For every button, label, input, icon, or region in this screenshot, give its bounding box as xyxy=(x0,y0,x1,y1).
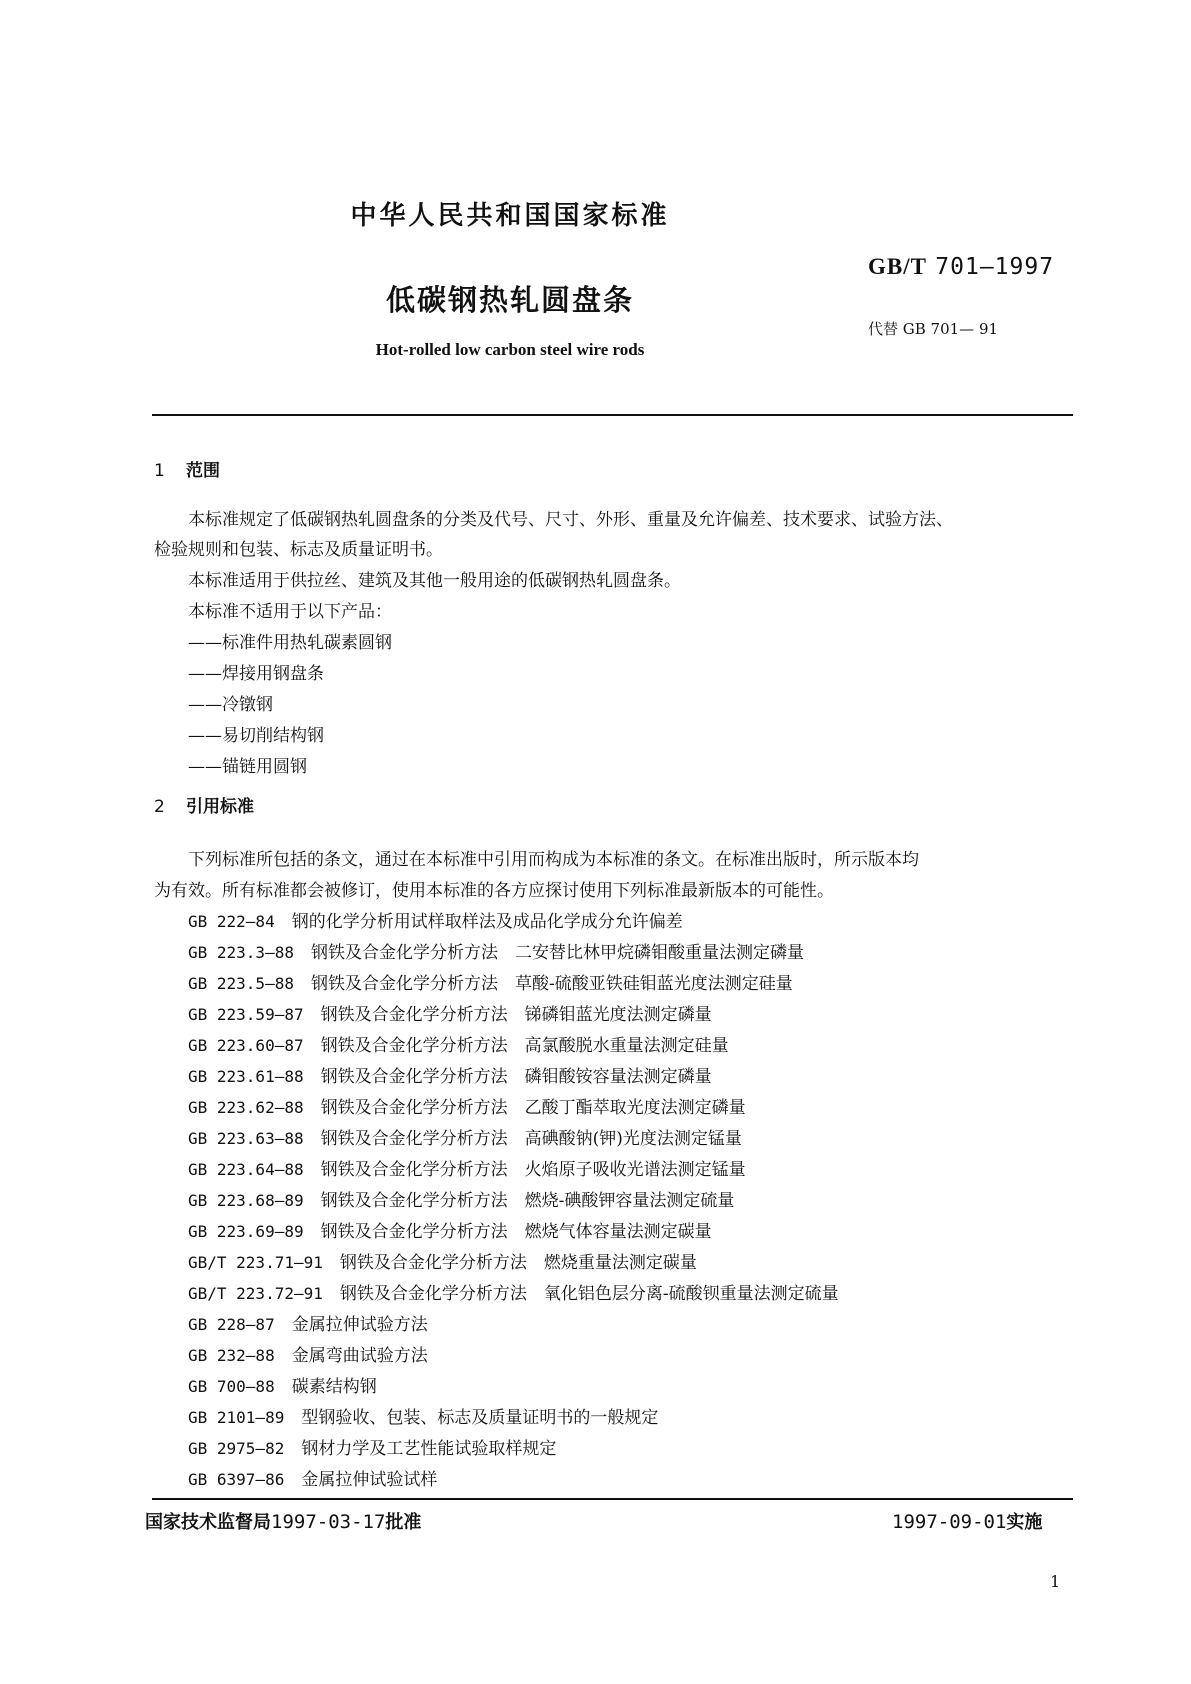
reference-item xyxy=(188,907,683,932)
reference-item xyxy=(188,1062,712,1087)
reference-code: GB 700—88 xyxy=(188,1377,275,1396)
national-standard-heading: 中华人民共和国国家标准 xyxy=(350,201,670,231)
section-2-title: 引用标准 xyxy=(186,797,254,817)
reference-item xyxy=(188,969,793,994)
reference-title: 钢铁及合金化学分析方法 二安替比林甲烷磷钼酸重量法测定磷量 xyxy=(310,943,804,963)
reference-item xyxy=(188,1310,428,1335)
issuer: 国家技术监督局 xyxy=(145,1512,271,1533)
reference-item xyxy=(188,1093,746,1118)
reference-title: 钢铁及合金化学分析方法 燃烧-碘酸钾容量法测定硫量 xyxy=(320,1191,735,1211)
exclusion-item: ——冷镦钢 xyxy=(188,695,273,715)
effective-line xyxy=(892,1508,1042,1534)
reference-item xyxy=(188,1403,658,1428)
replaces-note: 代替 GB 701— 91 xyxy=(868,320,999,338)
reference-title: 钢铁及合金化学分析方法 火焰原子吸收光谱法测定锰量 xyxy=(320,1160,746,1180)
reference-code: GB 223.62—88 xyxy=(188,1098,304,1117)
reference-title: 钢的化学分析用试样取样法及成品化学成分允许偏差 xyxy=(291,912,683,932)
reference-title: 钢铁及合金化学分析方法 草酸-硫酸亚铁硅钼蓝光度法测定硅量 xyxy=(310,974,793,994)
reference-title: 钢铁及合金化学分析方法 高碘酸钠(钾)光度法测定锰量 xyxy=(320,1129,742,1149)
reference-item xyxy=(188,1186,734,1211)
reference-title: 钢铁及合金化学分析方法 燃烧气体容量法测定碳量 xyxy=(320,1222,712,1242)
reference-item xyxy=(188,1031,729,1056)
reference-code: GB 232—88 xyxy=(188,1346,275,1365)
standard-code-number: 701—1997 xyxy=(935,254,1055,280)
scope-paragraph-line: 检验规则和包装、标志及质量证明书。 xyxy=(154,540,443,560)
reference-code: GB 223.60—87 xyxy=(188,1036,304,1055)
references-intro-line: 下列标准所包括的条文，通过在本标准中引用而构成为本标准的条文。在标准出版时，所示版本均 xyxy=(188,850,919,870)
effective-date: 1997-09-01 xyxy=(892,1511,1007,1533)
reference-title: 钢材力学及工艺性能试验取样规定 xyxy=(301,1439,557,1459)
reference-code: GB 223.63—88 xyxy=(188,1129,304,1148)
scope-applicability: 本标准适用于供拉丝、建筑及其他一般用途的低碳钢热轧圆盘条。 xyxy=(188,571,681,591)
reference-title: 碳素结构钢 xyxy=(291,1377,377,1397)
approval-label: 批准 xyxy=(385,1512,422,1533)
reference-title: 钢铁及合金化学分析方法 燃烧重量法测定碳量 xyxy=(339,1253,697,1273)
english-title: Hot-rolled low carbon steel wire rods xyxy=(375,340,645,359)
reference-item xyxy=(188,1465,437,1490)
section-2-heading xyxy=(154,792,254,817)
reference-code: GB 223.69—89 xyxy=(188,1222,304,1241)
reference-title: 金属拉伸试验试样 xyxy=(301,1470,438,1490)
standard-code xyxy=(868,254,1054,280)
footer-rule xyxy=(152,1498,1073,1500)
reference-item xyxy=(188,1248,697,1273)
effective-label: 实施 xyxy=(1006,1512,1043,1533)
reference-title: 钢铁及合金化学分析方法 氧化铝色层分离-硫酸钡重量法测定硫量 xyxy=(339,1284,839,1304)
reference-title: 金属弯曲试验方法 xyxy=(291,1346,428,1366)
reference-title: 钢铁及合金化学分析方法 磷钼酸铵容量法测定磷量 xyxy=(320,1067,712,1087)
header-rule xyxy=(152,414,1073,416)
reference-title: 金属拉伸试验方法 xyxy=(291,1315,428,1335)
references-intro-line: 为有效。所有标准都会被修订，使用本标准的各方应探讨使用下列标准最新版本的可能性。 xyxy=(154,881,834,901)
reference-code: GB/T 223.71—91 xyxy=(188,1253,323,1272)
reference-code: GB 2101—89 xyxy=(188,1408,285,1427)
reference-code: GB 223.59—87 xyxy=(188,1005,304,1024)
document-title: 低碳钢热轧圆盘条 xyxy=(385,283,634,317)
reference-title: 钢铁及合金化学分析方法 高氯酸脱水重量法测定硅量 xyxy=(320,1036,729,1056)
reference-item xyxy=(188,1155,746,1180)
reference-item xyxy=(188,1217,712,1242)
scope-paragraph-line: 本标准规定了低碳钢热轧圆盘条的分类及代号、尺寸、外形、重量及允许偏差、技术要求、试验方法、 xyxy=(188,510,953,530)
section-2-number: 2 xyxy=(154,797,165,817)
reference-code: GB 223.5—88 xyxy=(188,974,294,993)
reference-item xyxy=(188,1000,712,1025)
reference-title: 钢铁及合金化学分析方法 乙酸丁酯萃取光度法测定磷量 xyxy=(320,1098,746,1118)
reference-code: GB/T 223.72—91 xyxy=(188,1284,323,1303)
reference-code: GB 223.68—89 xyxy=(188,1191,304,1210)
reference-item xyxy=(188,1372,377,1397)
reference-code: GB 223.64—88 xyxy=(188,1160,304,1179)
reference-title: 型钢验收、包装、标志及质量证明书的一般规定 xyxy=(301,1408,659,1428)
approval-line xyxy=(145,1508,421,1534)
reference-title: 钢铁及合金化学分析方法 锑磷钼蓝光度法测定磷量 xyxy=(320,1005,712,1025)
reference-item xyxy=(188,1279,839,1304)
reference-code: GB 6397—86 xyxy=(188,1470,285,1489)
page-number: 1 xyxy=(1050,1572,1061,1591)
section-1-number: 1 xyxy=(154,461,165,481)
reference-item xyxy=(188,938,804,963)
reference-item xyxy=(188,1124,742,1149)
standard-code-prefix: GB/T xyxy=(868,254,927,279)
reference-code: GB 223.61—88 xyxy=(188,1067,304,1086)
reference-item xyxy=(188,1434,556,1459)
reference-code: GB 223.3—88 xyxy=(188,943,294,962)
exclusion-item: ——焊接用钢盘条 xyxy=(188,664,324,684)
reference-code: GB 222—84 xyxy=(188,912,275,931)
scope-exclusion-intro: 本标准不适用于以下产品： xyxy=(188,602,392,622)
exclusion-item: ——锚链用圆钢 xyxy=(188,757,307,777)
approval-date: 1997-03-17 xyxy=(271,1511,386,1533)
reference-item xyxy=(188,1341,428,1366)
reference-code: GB 228—87 xyxy=(188,1315,275,1334)
section-1-title: 范围 xyxy=(186,461,220,481)
exclusion-item: ——标准件用热轧碳素圆钢 xyxy=(188,633,392,653)
section-1-heading xyxy=(154,456,220,481)
reference-code: GB 2975—82 xyxy=(188,1439,285,1458)
exclusion-item: ——易切削结构钢 xyxy=(188,726,324,746)
